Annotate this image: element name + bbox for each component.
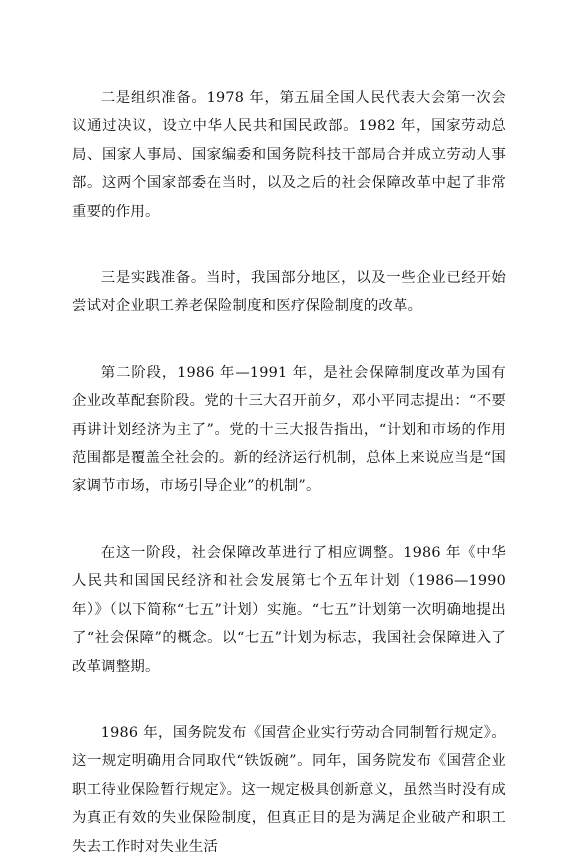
paragraph-1986-regulations: 1986 年，国务院发布《国营企业实行劳动合同制暂行规定》。这一规定明确用合同取代“铁饭碗”。同年，国务院发布《国营企业职工待业保险暂行规定》。这一规定极具创新意义，虽然当时没有成为真正有效的失业保险制度，但真正目的是为满足企业破产和职工失去工作时对失业生活	[72, 724, 506, 855]
paragraph-seventh-five-year-plan: 在这一阶段，社会保障改革进行了相应调整。1986 年《中华人民共和国国民经济和社会发展第七个五年计划（1986—1990 年）》（以下简称“七五”计划）实施。“七五”计划第一次明确地提出了“社会保障”的概念。以“七五”计划为标志，我国社会保障进入了改革调整期。	[72, 544, 506, 675]
paragraph-practical-preparation: 三是实践准备。当时，我国部分地区，以及一些企业已经开始尝试对企业职工养老保险制度和医疗保险制度的改革。	[72, 270, 506, 315]
paragraph-organizational-preparation: 二是组织准备。1978 年，第五届全国人民代表大会第一次会议通过决议，设立中华人民共和国民政部。1982 年，国家劳动总局、国家人事局、国家编委和国务院科技干部局合并成立劳动人事部。这两个国家部委在当时，以及之后的社会保障改革中起了非常重要的作用。	[72, 90, 506, 220]
paragraph-second-stage: 第二阶段，1986 年—1991 年，是社会保障制度改革为国有企业改革配套阶段。党的十三大召开前夕，邓小平同志提出：“不要再讲计划经济为主了”。党的十三大报告指出，“计划和市场的作用范围都是覆盖全社会的。新的经济运行机制，总体上来说应当是“国家调节市场，市场引导企业”的机制”。	[72, 364, 506, 495]
